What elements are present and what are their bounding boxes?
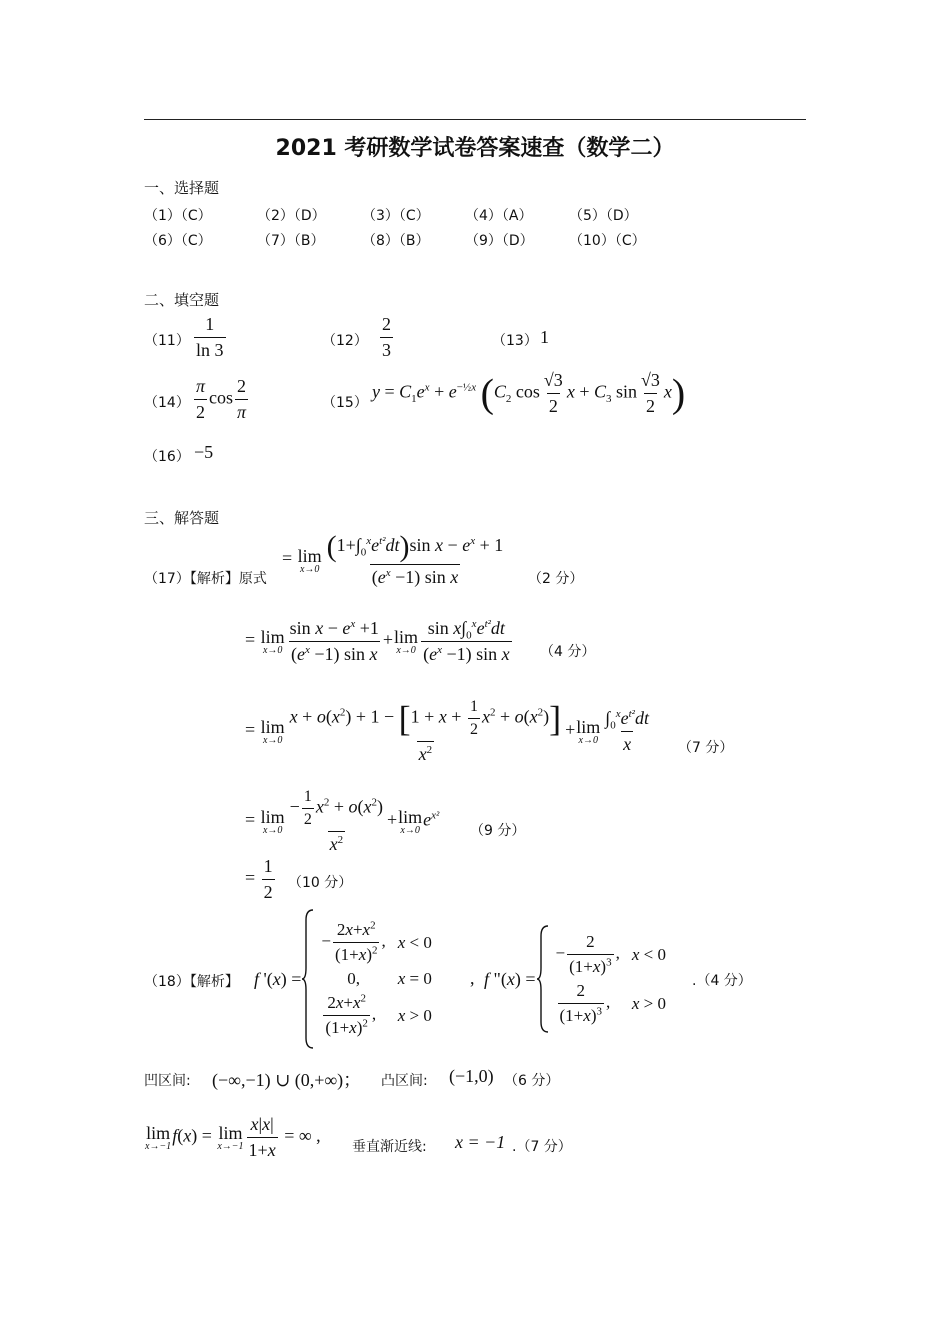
q18-first-derivative: f '(x) = − $\frac{2x+x^2}{(1+x)^2}$ , x < 0 0, x = 0 $\frac{2x+x^2}{(1+x)^2}$ , x > 0 [254,908,438,1050]
page-title: 2021 考研数学试卷答案速查（数学二） [275,136,675,161]
asymptote-value: x = −1 [455,1132,506,1152]
q13-answer: 1 [540,327,549,347]
q14-answer: $\frac{\pi}{2}$ cos $\frac{2}{\pi}$ [196,376,247,422]
q17-label: （17）【解析】原式 [144,571,267,587]
q13-label: （13） [492,333,538,349]
q17-step2: = lim x→0 $\frac{\sin x - e^x +1}{(e^x -1) \sin x}$ +lim x→0 $\frac{\sin x\int_0^xe^{t^2}dt}{(e^x -1) \sin x}$ [245,618,510,664]
choice-answer: （8）（B） [362,233,430,249]
q16-answer: −5 [194,442,214,462]
section-fill-heading: 二、填空题 [144,291,220,309]
q14-label: （14） [144,395,190,411]
q15-label: （15） [322,395,368,411]
q11-answer: $\frac{1}{\ln 3}$ [196,314,224,360]
q17-step4: = lim x→0 − $\frac{1}{2}$ $x^2 + o(x^2)$ $x^2$ +lim x→0 $e^{x^2}$ [245,788,440,854]
concave-value: (−∞,−1) ∪ (0,+∞)； [212,1070,362,1090]
q18-score2: （6 分） [504,1073,560,1089]
q17-score4: （9 分） [470,823,526,839]
q15-answer: $y = C_1e^x + e^{-\frac{1}{2}x}$ ($C_2$ cos $\frac{√3}{2}$ $x + C_3$ sin $\frac{√3}{2}$ x) [372,370,686,416]
q17-score1: （2 分） [528,571,584,587]
q18-second-derivative: f "(x) = − $\frac{2}{(1+x)^3}$ , x < 0 $\frac{2}{(1+x)^3}$ , x > 0 [484,924,672,1034]
choice-answer: （1）（C） [144,208,212,224]
q18-score: .（4 分） [692,973,752,989]
choice-answer: （3）（C） [362,208,430,224]
q17-score2: （4 分） [540,644,596,660]
q17-step5: = $\frac{1}{2}$ [245,856,273,902]
choice-answer: （2）（D） [257,208,326,224]
top-rule [144,119,806,120]
choice-answer: （4）（A） [465,208,533,224]
left-brace-icon [301,908,315,1050]
q16-label: （16） [144,449,190,465]
choice-answer: （6）（C） [144,233,212,249]
q18-score3: .（7 分） [512,1139,572,1155]
choice-answer: （5）（D） [569,208,638,224]
q18-score-text: （4 分） [696,973,752,989]
q17-step3: = lim x→0 $x + o(x^2) + 1 - [1 + x$ + $\frac{1}{2}$ $x^2 + o(x^2)$] $x^2$ +lim x→0 $\frac{\int_0^xe^{t^2}dt}{x}$ [245,698,649,764]
choice-answer: （7）（B） [257,233,325,249]
convex-label: 凸区间: [381,1073,428,1089]
q11-label: （11） [144,333,190,349]
convex-value: (−1,0) [449,1066,494,1086]
section-answer-heading: 三、解答题 [144,509,220,527]
q17-score3: （7 分） [678,740,734,756]
q17-score5: （10 分） [288,875,353,891]
q17-step1: = lim x→0 $\frac{(1+\int_0^xe^{t^2}dt)\sin x - e^x + 1}{(e^x -1) \sin x}$ [282,530,504,587]
q18-score3-text: （7 分） [516,1139,572,1155]
q18-comma: , [470,968,475,988]
section-choice-heading: 一、选择题 [144,179,220,197]
concave-label: 凹区间: [144,1073,191,1089]
left-brace-icon [536,924,550,1034]
q18-label: （18）【解析】 [144,974,239,990]
q12-answer: $\frac{2}{3}$ [382,314,391,360]
choice-answer: （9）（D） [465,233,534,249]
asymptote-limit: lim x→−1 f(x) = lim x→−1 $\frac{x|x|}{1+x}$ = ∞ , [145,1114,321,1160]
asymptote-label: 垂直渐近线: [352,1139,427,1155]
q12-label: （12） [322,333,368,349]
choice-answer: （10）（C） [569,233,646,249]
